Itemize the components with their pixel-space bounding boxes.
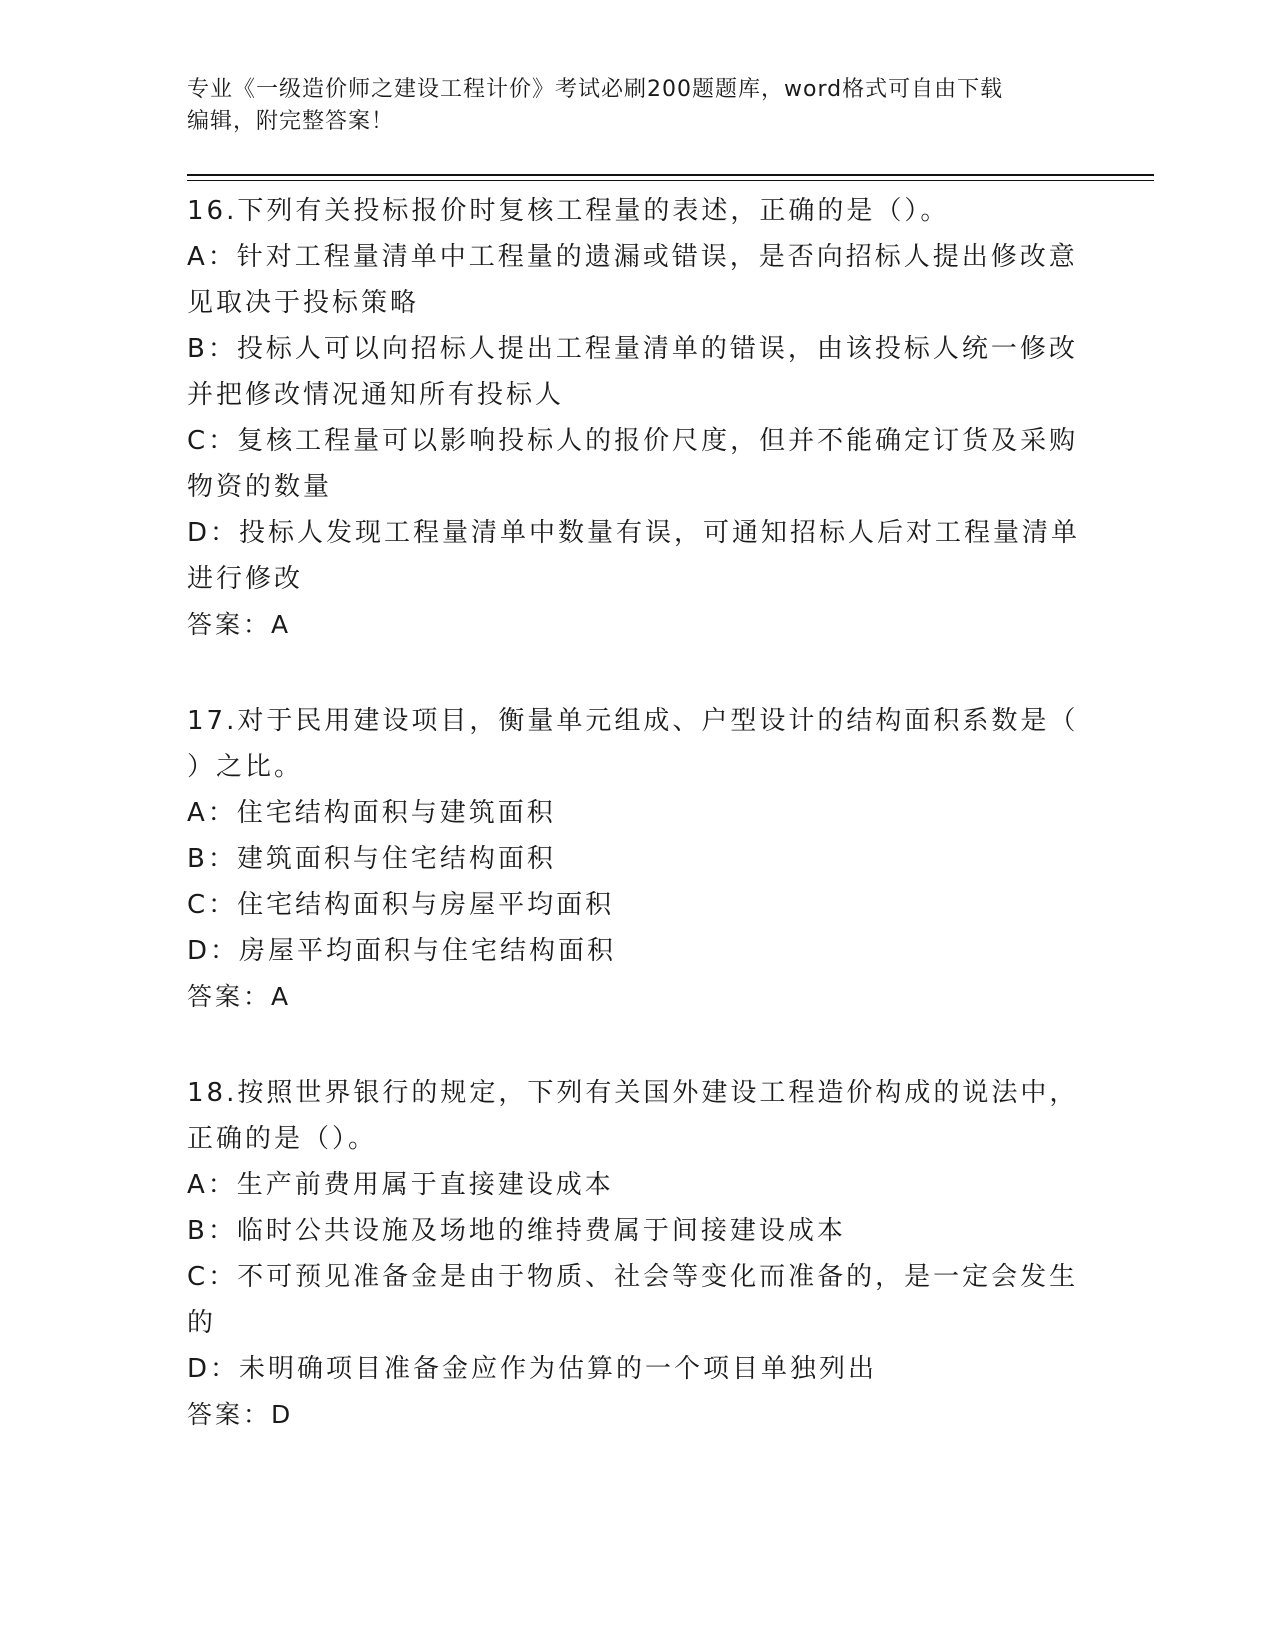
question-stem-continued: ）之比。	[187, 752, 304, 782]
option-b: B：临时公共设施及场地的维持费属于间接建设成本	[187, 1216, 846, 1246]
question-stem: 17.对于民用建设项目，衡量单元组成、户型设计的结构面积系数是（	[187, 706, 1079, 736]
answer-label: 答案：D	[187, 1400, 294, 1429]
option-c: C：复核工程量可以影响投标人的报价尺度，但并不能确定订货及采购	[187, 426, 1079, 456]
option-b-continued: 并把修改情况通知所有投标人	[187, 380, 565, 410]
question-16	[187, 188, 1087, 648]
question-stem-continued: 正确的是（）。	[187, 1124, 378, 1154]
option-c-continued: 的	[187, 1308, 217, 1338]
question-list	[187, 188, 1087, 1488]
option-d-continued: 进行修改	[187, 564, 304, 594]
answer-label: 答案：A	[187, 610, 292, 639]
option-c: C：住宅结构面积与房屋平均面积	[187, 890, 615, 920]
option-d: D：未明确项目准备金应作为估算的一个项目单独列出	[187, 1354, 878, 1384]
question-stem: 18.按照世界银行的规定，下列有关国外建设工程造价构成的说法中，	[187, 1078, 1079, 1108]
option-d: D：房屋平均面积与住宅结构面积	[187, 936, 617, 966]
header-divider-thick	[187, 174, 1154, 176]
option-b: B：投标人可以向招标人提出工程量清单的错误，由该投标人统一修改	[187, 334, 1078, 364]
question-stem: 16.下列有关投标报价时复核工程量的表述，正确的是（）。	[187, 196, 950, 226]
header-divider-thin	[187, 180, 1154, 181]
option-a-continued: 见取决于投标策略	[187, 288, 420, 318]
option-c: C：不可预见准备金是由于物质、社会等变化而准备的，是一定会发生	[187, 1262, 1079, 1292]
question-17	[187, 698, 1087, 1020]
answer-label: 答案：A	[187, 982, 292, 1011]
option-d: D：投标人发现工程量清单中数量有误，可通知招标人后对工程量清单	[187, 518, 1081, 548]
option-a: A：住宅结构面积与建筑面积	[187, 798, 556, 828]
option-c-continued: 物资的数量	[187, 472, 333, 502]
document-header: 专业《一级造价师之建设工程计价》考试必刷200题题库，word格式可自由下载 编辑，附完整答案！	[187, 77, 1004, 134]
option-b: B：建筑面积与住宅结构面积	[187, 844, 556, 874]
option-a: A：针对工程量清单中工程量的遗漏或错误，是否向招标人提出修改意	[187, 242, 1078, 272]
option-a: A：生产前费用属于直接建设成本	[187, 1170, 614, 1200]
question-18	[187, 1070, 1087, 1438]
